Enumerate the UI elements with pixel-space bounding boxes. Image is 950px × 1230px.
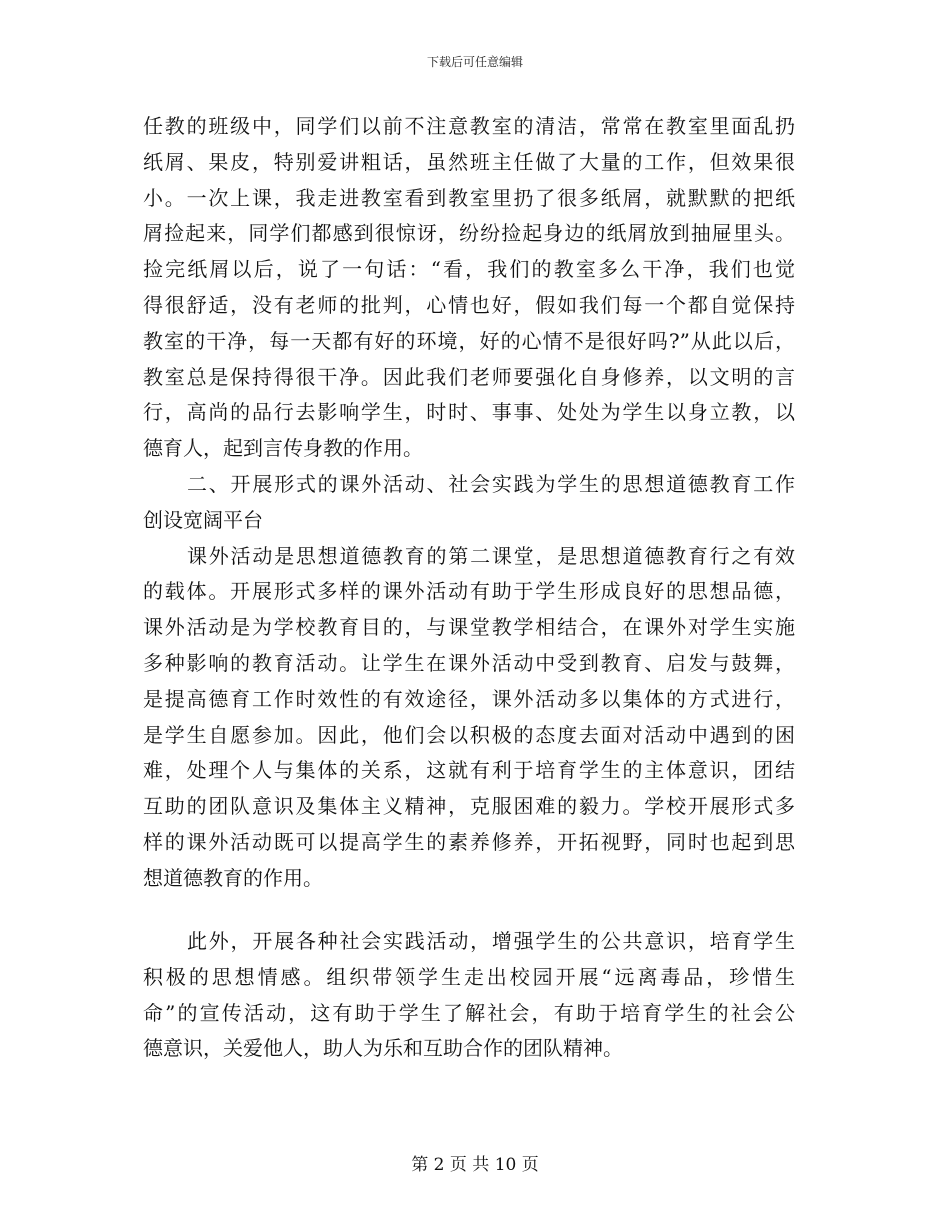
text-line: 捡完纸屑以后，说了一句话：“看，我们的教室多么干净，我们也觉 (143, 257, 795, 282)
text-line: 积极的思想情感。组织带领学生走出校园开展“远离毒品，珍惜生 (143, 964, 795, 989)
text-line: 互助的团队意识及集体主义精神，克服困难的毅力。学校开展形式多 (143, 794, 795, 819)
text-line: 想道德教育的作用。 (143, 865, 323, 890)
text-line: 教室总是保持得很干净。因此我们老师要强化自身修养，以文明的言 (143, 364, 795, 389)
page-footer: 第 2 页 共 10 页 (411, 1155, 539, 1175)
text-line: 课外活动是为学校教育目的，与课堂教学相结合，在课外对学生实施 (143, 615, 795, 640)
text-line: 多种影响的教育活动。让学生在课外活动中受到教育、启发与鼓舞， (143, 650, 795, 675)
text-line: 命”的宣传活动，这有助于学生了解社会，有助于培育学生的社会公 (143, 1000, 795, 1025)
text-line: 德意识，关爱他人，助人为乐和互助合作的团队精神。 (143, 1036, 623, 1061)
paragraph (143, 924, 795, 1067)
text-line: 屑捡起来，同学们都感到很惊讶，纷纷捡起身边的纸屑放到抽屉里头。 (143, 221, 795, 246)
text-line: 德育人，起到言传身教的作用。 (143, 436, 423, 461)
text-line: 教室的干净，每一天都有好的环境，好的心情不是很好吗?”从此以后， (143, 328, 795, 353)
text-line: 纸屑、果皮，特别爱讲粗话，虽然班主任做了大量的工作，但效果很 (143, 149, 795, 174)
text-line: 的载体。开展形式多样的课外活动有助于学生形成良好的思想品德， (143, 579, 795, 604)
text-line: 课外活动是思想道德教育的第二课堂，是思想道德教育行之有效 (187, 543, 795, 568)
text-line: 难，处理个人与集体的关系，这就有利于培育学生的主体意识，团结 (143, 758, 795, 783)
section-heading (143, 467, 795, 539)
section-heading-line: 创设宽阔平台 (143, 507, 263, 532)
paragraph (143, 109, 795, 467)
text-line: 小。一次上课，我走进教室看到教室里扔了很多纸屑，就默默的把纸 (143, 185, 795, 210)
text-line: 行，高尚的品行去影响学生，时时、事事、处处为学生以身立教，以 (143, 400, 795, 425)
text-line: 此外，开展各种社会实践活动，增强学生的公共意识，培育学生 (187, 928, 795, 953)
section-heading-line: 二、开展形式的课外活动、社会实践为学生的思想道德教育工作 (187, 471, 795, 496)
paragraph (143, 539, 795, 897)
document-body (143, 109, 795, 1067)
page-header-note: 下载后可任意编辑 (426, 55, 523, 69)
text-line: 是提高德育工作时效性的有效途径，课外活动多以集体的方式进行， (143, 686, 795, 711)
text-line: 得很舒适，没有老师的批判，心情也好，假如我们每一个都自觉保持 (143, 292, 795, 317)
text-line: 任教的班级中，同学们以前不注意教室的清洁，常常在教室里面乱扔 (143, 114, 795, 138)
text-line: 是学生自愿参加。因此，他们会以积极的态度去面对活动中遇到的困 (143, 722, 795, 747)
text-line: 样的课外活动既可以提高学生的素养修养，开拓视野，同时也起到思 (143, 829, 795, 854)
